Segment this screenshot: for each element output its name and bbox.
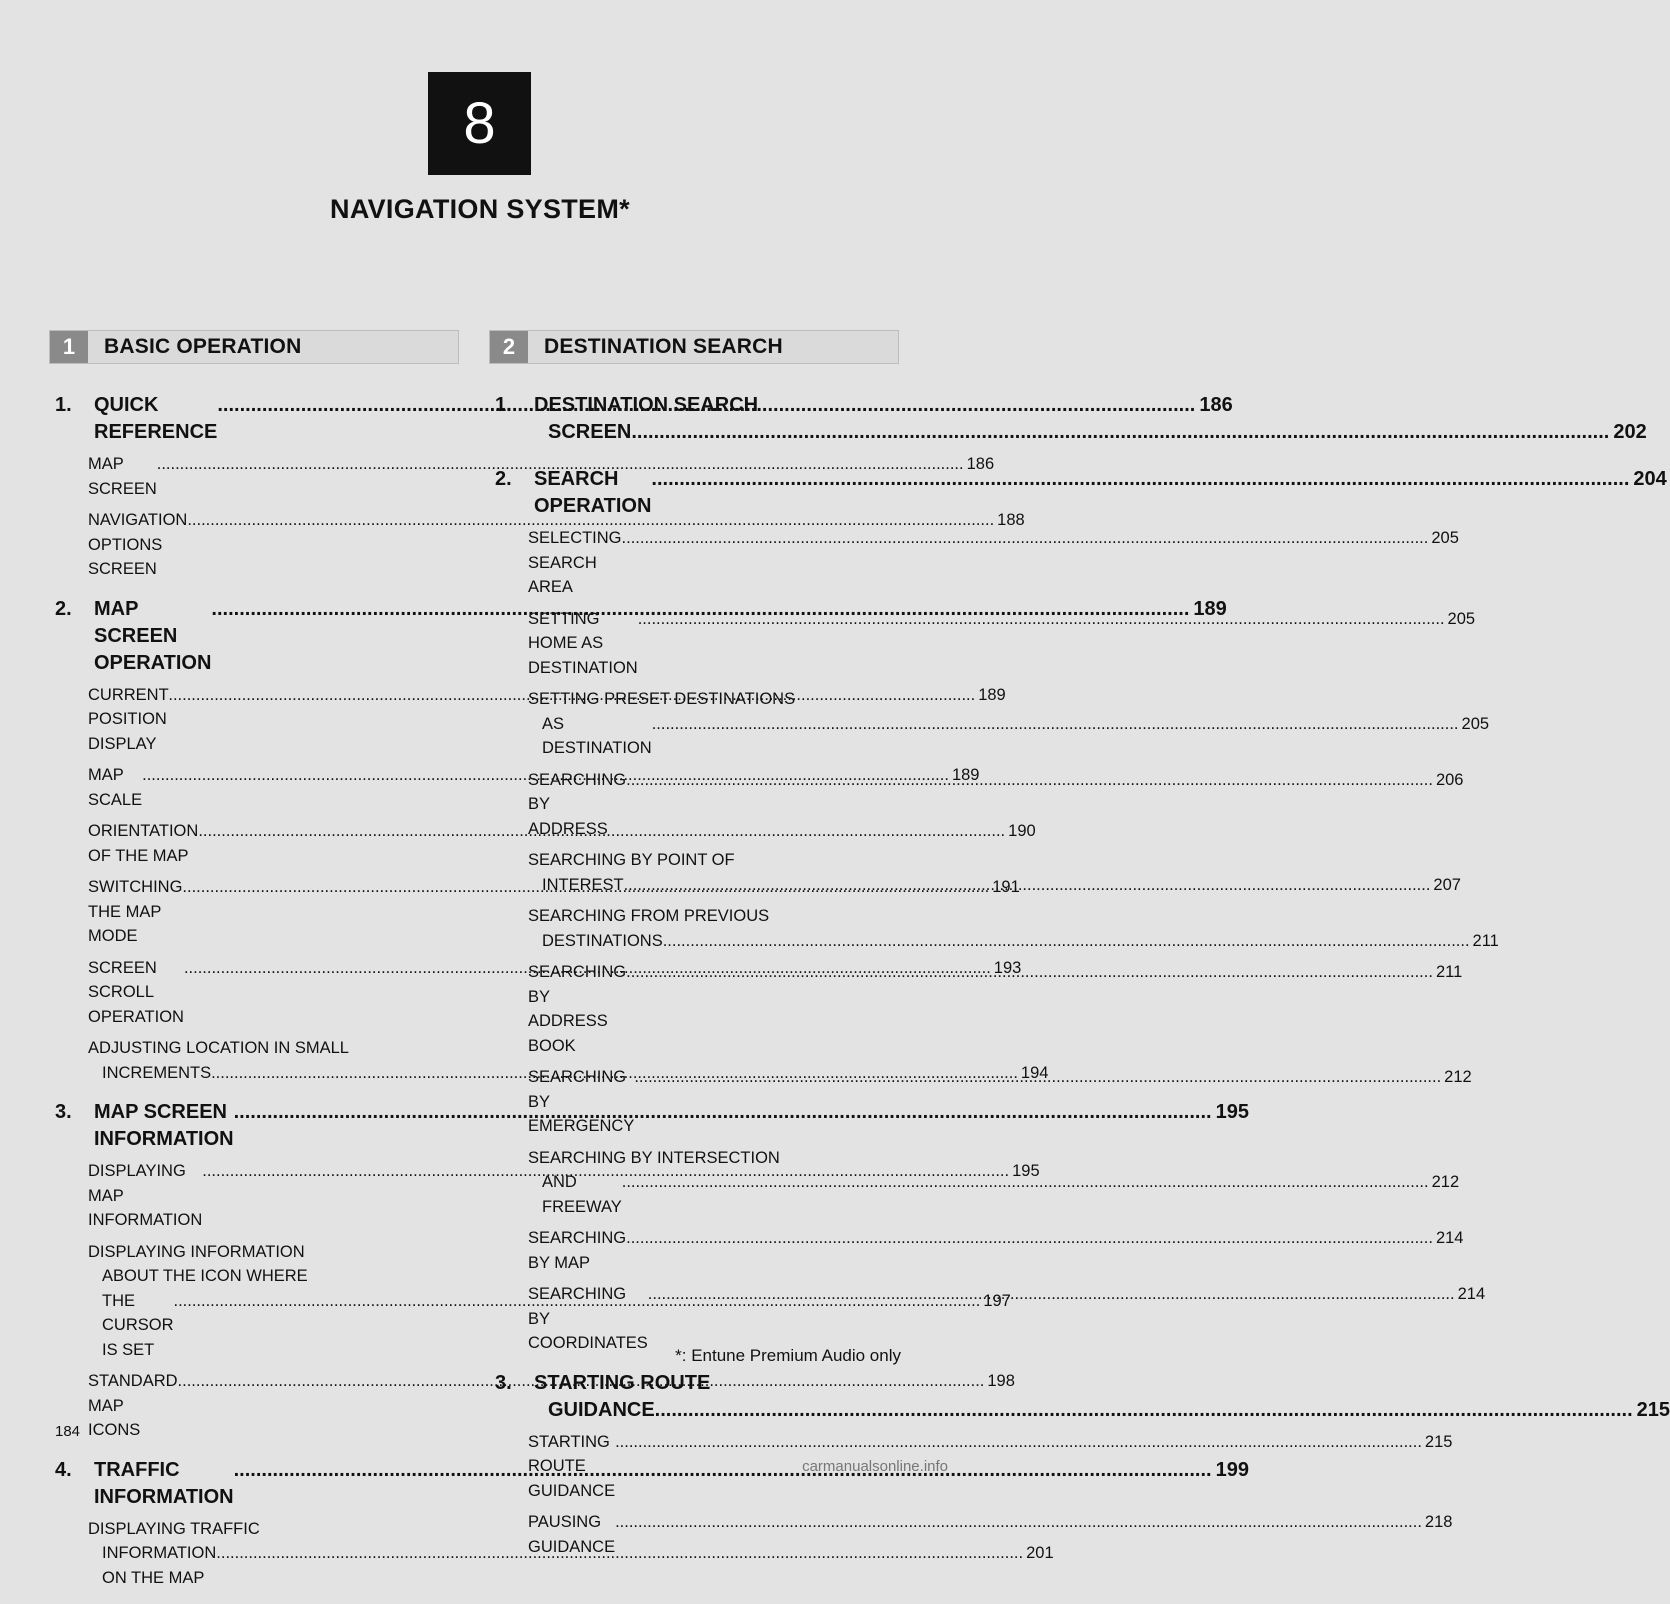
toc-entry-page: 189 <box>1193 597 1227 620</box>
toc-subentry-page: 218 <box>1424 1513 1453 1531</box>
toc-subentry-title: CURRENT POSITION DISPLAY <box>88 685 169 753</box>
section-header <box>489 330 899 364</box>
toc-entry-line <box>534 466 1667 520</box>
toc-entry-number: 3. <box>495 1371 512 1394</box>
toc-subentry-page: 214 <box>1435 1229 1464 1247</box>
toc-subentry[interactable] <box>528 526 1459 600</box>
toc-subentry-title: SEARCHING BY COORDINATES <box>528 1285 648 1352</box>
toc-subentry-line <box>88 1036 459 1061</box>
toc-subentry-title: THE CURSOR IS SET <box>102 1291 174 1359</box>
toc-subentry-page: 215 <box>1424 1432 1453 1451</box>
toc-subentry-title: INFORMATION ON THE MAP <box>102 1544 217 1587</box>
toc-entry-page: 186 <box>1199 394 1233 416</box>
toc-subentry-page: 207 <box>1433 875 1461 894</box>
toc-entry-title: DESTINATION SEARCH <box>534 394 759 416</box>
toc-subentry-title: INCREMENTS <box>102 1063 212 1082</box>
toc-subentry-title: SETTING HOME AS DESTINATION <box>528 609 638 677</box>
toc-subentry[interactable] <box>528 904 1499 953</box>
dot-leader <box>626 960 1433 1058</box>
toc-subentry[interactable] <box>528 1226 1464 1275</box>
toc-subentry-page: 186 <box>966 455 995 473</box>
dot-leader <box>634 1065 1441 1139</box>
toc-subentry-page: 197 <box>983 1291 1011 1310</box>
toc-entry-number: 1. <box>495 394 512 416</box>
toc-subentry-page: 205 <box>1431 529 1459 547</box>
toc-subentry-title: ADJUSTING LOCATION IN SMALL <box>88 1039 349 1057</box>
toc-entry-page: 204 <box>1633 468 1667 490</box>
toc-entry-line <box>534 392 1647 419</box>
toc-subentry-title: MAP SCALE <box>88 766 143 809</box>
toc-subentry-title: STANDARD MAP ICONS <box>88 1372 178 1439</box>
toc-subentry-page: 190 <box>1008 822 1036 840</box>
toc-subentry-line <box>88 1517 459 1542</box>
toc-subentry-title: ABOUT THE ICON WHERE <box>102 1267 308 1285</box>
toc-entry-page: 199 <box>1215 1458 1249 1481</box>
toc-entry-page: 195 <box>1215 1101 1249 1123</box>
toc-entry-line <box>534 1370 1670 1397</box>
toc-subentry-page: 189 <box>978 685 1006 704</box>
toc-subentry-title: PAUSING GUIDANCE <box>528 1513 616 1556</box>
chapter-number-box <box>428 72 531 175</box>
chapter-title: NAVIGATION SYSTEM* <box>330 194 630 224</box>
toc-subentry-page: 206 <box>1435 770 1464 789</box>
dot-leader <box>615 1430 1422 1504</box>
toc-entry-number: 2. <box>55 597 72 620</box>
toc-subentry-page: 198 <box>987 1372 1015 1390</box>
dot-leader <box>626 1226 1433 1275</box>
dot-leader <box>615 1510 1422 1559</box>
dot-leader <box>663 929 1470 954</box>
toc-entry-title: TRAFFIC INFORMATION <box>94 1458 234 1508</box>
toc-entry-body <box>534 392 1647 446</box>
section-number: 2 <box>490 331 528 363</box>
toc-entry-number: 2. <box>495 468 512 490</box>
toc-subentry-title: SETTING PRESET DESTINATIONS <box>528 690 796 708</box>
toc-subentry-title: SELECTING SEARCH AREA <box>528 529 622 596</box>
dot-leader <box>626 768 1433 842</box>
toc-entry-title: QUICK REFERENCE <box>94 394 218 443</box>
toc-entry-body <box>534 1370 1670 1424</box>
toc-entry-title: SCREEN <box>548 421 632 443</box>
toc-subentry-title: MAP SCREEN <box>88 455 157 498</box>
toc-subentry-line <box>528 1226 1464 1275</box>
dot-leader <box>631 419 1609 446</box>
toc-subentry-title: ORIENTATION OF THE MAP <box>88 822 199 865</box>
chapter-number: 8 <box>463 91 496 156</box>
toc-subentry-title: SEARCHING FROM PREVIOUS <box>528 907 770 925</box>
section-header <box>49 330 459 364</box>
toc-entry-number: 4. <box>55 1458 72 1481</box>
toc-subentry-page: 212 <box>1431 1173 1460 1191</box>
dot-leader <box>648 1282 1455 1356</box>
footnote: *: Entune Premium Audio only <box>675 1346 901 1365</box>
toc-subentry-line <box>88 1061 1049 1086</box>
toc-subentry-line <box>528 1146 899 1171</box>
dot-leader <box>638 607 1445 681</box>
toc-subentry-title: SCREEN SCROLL OPERATION <box>88 958 184 1026</box>
toc-subentry[interactable] <box>88 1036 1049 1085</box>
toc-subentry-title: SWITCHING THE MAP MODE <box>88 878 183 945</box>
toc-subentry-page: 191 <box>992 878 1020 896</box>
toc-subentry-title: SEARCHING BY INTERSECTION <box>528 1148 780 1167</box>
toc-subentry-line <box>528 712 1490 761</box>
toc-subentry-page: 214 <box>1457 1285 1486 1303</box>
dot-leader <box>652 712 1459 761</box>
toc-subentry-title: DISPLAYING INFORMATION <box>88 1242 305 1261</box>
dot-leader <box>622 1170 1429 1219</box>
toc-subentry-page: 205 <box>1461 714 1490 733</box>
dot-leader <box>651 466 1629 520</box>
toc-entry-title: MAP SCREEN INFORMATION <box>94 1101 234 1150</box>
toc-subentry-page: 189 <box>951 766 980 784</box>
toc-entry-title: SEARCH OPERATION <box>534 468 652 517</box>
toc-subentry-line <box>528 929 1499 954</box>
page-number: 184 <box>55 1423 81 1440</box>
toc-subentry-title: INTEREST <box>542 875 624 894</box>
section-number: 1 <box>50 331 88 363</box>
toc-subentry-page: 211 <box>1472 931 1499 950</box>
toc-subentry-title: DESTINATIONS <box>542 931 663 950</box>
toc-entry-body <box>534 466 1667 520</box>
toc-entry-title: STARTING ROUTE <box>534 1371 711 1394</box>
toc-subentry-line <box>88 1240 459 1265</box>
toc-subentry-title: SEARCHING BY MAP <box>528 1229 627 1272</box>
toc-entry-page: 202 <box>1613 421 1647 443</box>
toc-subentry-line <box>88 1541 1054 1590</box>
toc-subentry-page: 212 <box>1444 1068 1472 1086</box>
toc-entry-line <box>534 1397 1670 1424</box>
toc-subentry-title: AS DESTINATION <box>542 714 652 757</box>
toc-entry-title: GUIDANCE <box>548 1398 655 1421</box>
toc-subentry-page: 211 <box>1435 963 1463 981</box>
toc-subentry-title: STARTING ROUTE GUIDANCE <box>528 1432 616 1500</box>
toc-subentry-page: 195 <box>1012 1162 1040 1180</box>
toc-entry-line <box>534 419 1647 446</box>
toc-subentry-title: SEARCHING BY ADDRESS <box>528 770 627 838</box>
toc-subentry-line <box>528 526 1459 600</box>
dot-leader <box>624 873 1431 898</box>
toc-subentry-page: 205 <box>1447 609 1476 628</box>
section-title: DESTINATION SEARCH <box>544 335 783 358</box>
toc-subentry-line <box>528 848 899 873</box>
toc-subentry-page: 201 <box>1026 1544 1054 1562</box>
toc-entry-page: 215 <box>1636 1398 1670 1421</box>
toc-subentry-title: SEARCHING BY ADDRESS BOOK <box>528 963 627 1055</box>
toc-subentry-line <box>528 904 899 929</box>
toc-subentry-title: SEARCHING BY POINT OF <box>528 851 735 869</box>
toc-subentry-line <box>88 1264 459 1289</box>
toc-entry-number: 1. <box>55 394 72 416</box>
toc-subentry-page: 194 <box>1020 1063 1049 1082</box>
dot-leader <box>655 1397 1633 1424</box>
watermark: carmanualsonline.info <box>802 1458 948 1475</box>
toc-subentry-title: DISPLAYING TRAFFIC <box>88 1519 260 1538</box>
toc-subentry-page: 188 <box>997 511 1025 529</box>
toc-subentry-page: 193 <box>993 958 1022 977</box>
toc-entry-title: MAP SCREEN OPERATION <box>94 597 212 674</box>
toc-entry-number: 3. <box>55 1101 72 1123</box>
toc-subentry-line <box>528 687 899 712</box>
toc-subentry-title: NAVIGATION OPTIONS SCREEN <box>88 511 188 578</box>
toc-subentry-title: AND FREEWAY <box>542 1173 622 1216</box>
toc-subentry-title: DISPLAYING MAP INFORMATION <box>88 1162 203 1229</box>
toc-subentry-title: SEARCHING BY EMERGENCY <box>528 1068 635 1135</box>
dot-leader <box>622 526 1429 600</box>
section-title: BASIC OPERATION <box>104 335 302 358</box>
